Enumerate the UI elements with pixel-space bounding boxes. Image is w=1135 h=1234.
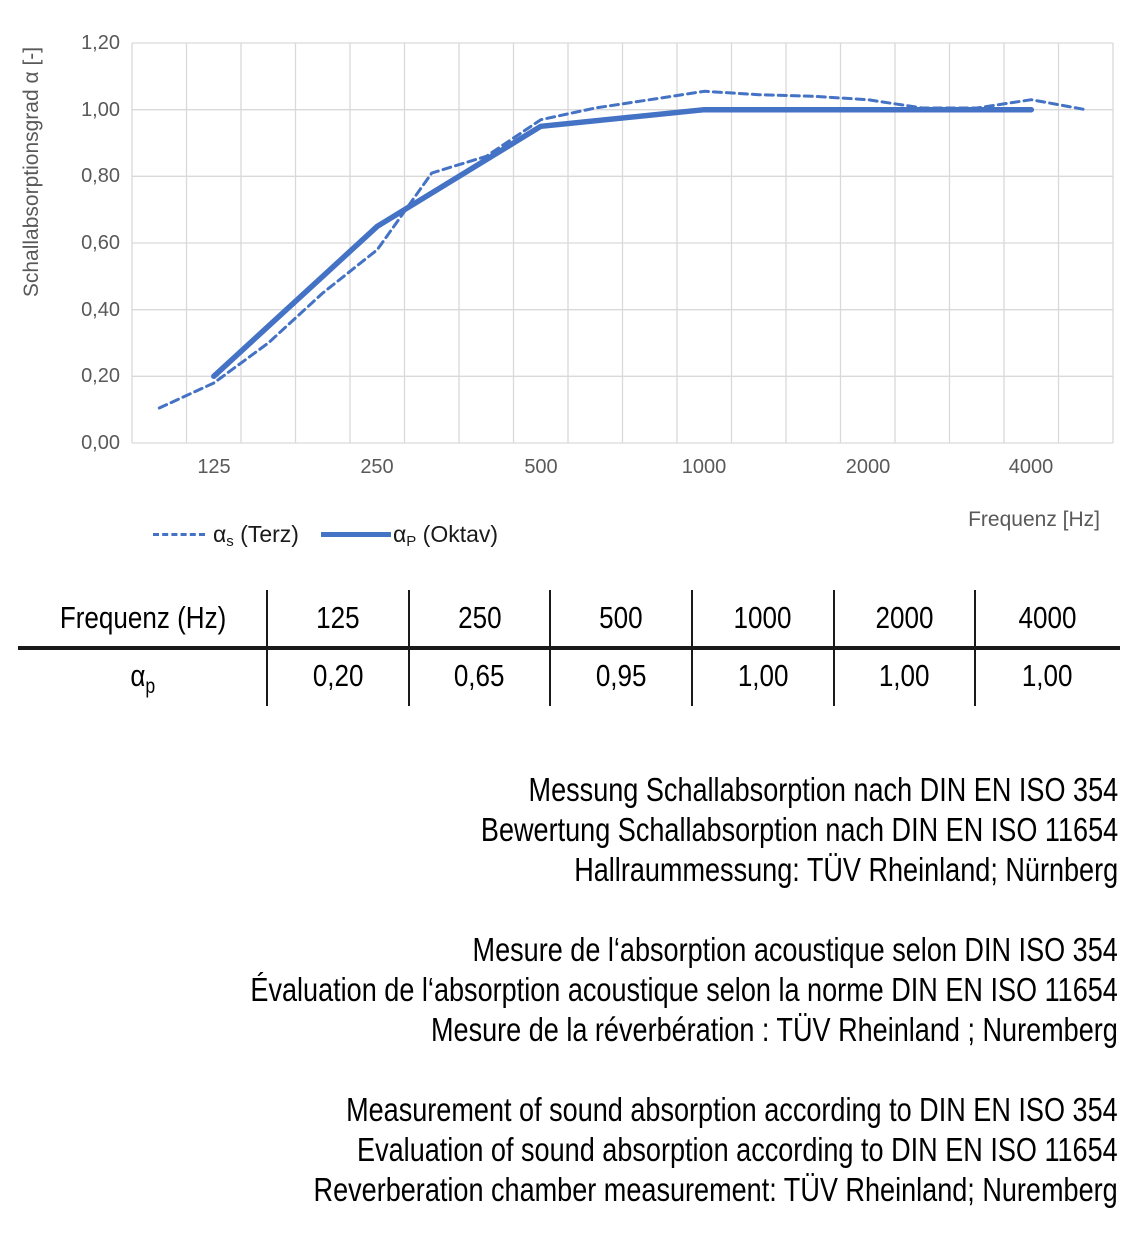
dashed-line-sample	[153, 533, 205, 536]
y-tick-label: 0,60	[81, 232, 120, 254]
table-value-cell: 0,20	[268, 646, 410, 706]
x-tick-label: 4000	[1008, 456, 1054, 478]
y-tick-label: 0,00	[81, 432, 120, 454]
y-axis-title: Schallabsorptionsgrad α [-]	[20, 46, 43, 298]
note-line: Reverberation chamber measurement: TÜV Rheinland; Nuremberg	[313, 1171, 1118, 1208]
y-tick-label: 0,80	[81, 165, 120, 187]
x-tick-label: 2000	[845, 456, 891, 478]
table-value-cell: 0,95	[551, 646, 693, 706]
x-tick-label: 500	[524, 456, 558, 478]
note-french	[251, 930, 1118, 1050]
note-german	[481, 770, 1118, 890]
table-header-cell: 500	[551, 590, 693, 646]
table-header-cell: 125	[268, 590, 410, 646]
legend-label-terz: $\alpha_s$ (Terz)	[213, 520, 299, 550]
table-header-cell: 250	[410, 590, 552, 646]
solid-line-sample	[321, 532, 391, 537]
table-value-cell: 1,00	[693, 646, 835, 706]
table-value-cell: 0,65	[410, 646, 552, 706]
table-header-cell: 4000	[1018, 600, 1077, 635]
table-header-cell: 2000	[835, 590, 977, 646]
note-line: Hallraummessung: TÜV Rheinland; Nürnberg	[574, 851, 1118, 888]
note-line: Messung Schallabsorption nach DIN EN ISO 354	[528, 771, 1118, 808]
x-tick-label: 1000	[681, 456, 727, 478]
note-line: Mesure de la réverbération : TÜV Rheinland ; Nuremberg	[431, 1011, 1119, 1048]
legend-item-oktav	[321, 521, 498, 548]
table-header-cell: Frequenz (Hz)	[20, 590, 268, 646]
table-divider-line	[18, 646, 1120, 650]
frequency-table	[20, 590, 1118, 702]
x-tick-label: 250	[360, 456, 394, 478]
x-tick-label: 125	[197, 456, 231, 478]
x-axis-title: Frequenz [Hz]	[968, 508, 1100, 531]
note-line: Mesure de l‘absorption acoustique selon DIN ISO 354	[472, 931, 1118, 968]
legend-label-oktav: $\alpha_P$ (Oktav)	[392, 520, 499, 550]
note-line: Measurement of sound absorption according to DIN EN ISO 354	[346, 1091, 1118, 1128]
y-tick-label: 1,00	[81, 99, 120, 121]
note-english	[314, 1090, 1118, 1210]
note-line: Évaluation de l‘absorption acoustique selon la norme DIN EN ISO 11654	[250, 971, 1118, 1008]
table-row-label-alpha-p: $\alpha_p$	[20, 646, 268, 706]
chart-legend	[153, 518, 498, 550]
y-tick-label: 0,40	[81, 299, 120, 321]
y-tick-label: 1,20	[81, 32, 120, 54]
table-header-cell: 1000	[693, 590, 835, 646]
absorption-chart	[0, 0, 1135, 505]
note-line: Evaluation of sound absorption according to DIN EN ISO 11654	[357, 1131, 1118, 1168]
note-line: Bewertung Schallabsorption nach DIN EN ISO 11654	[480, 811, 1118, 848]
chart-plot-svg	[0, 0, 1135, 505]
legend-item-terz	[153, 521, 299, 548]
table-value-cell: 1,00	[1021, 658, 1073, 693]
y-tick-label: 0,20	[81, 365, 120, 387]
table-value-cell: 1,00	[835, 646, 977, 706]
